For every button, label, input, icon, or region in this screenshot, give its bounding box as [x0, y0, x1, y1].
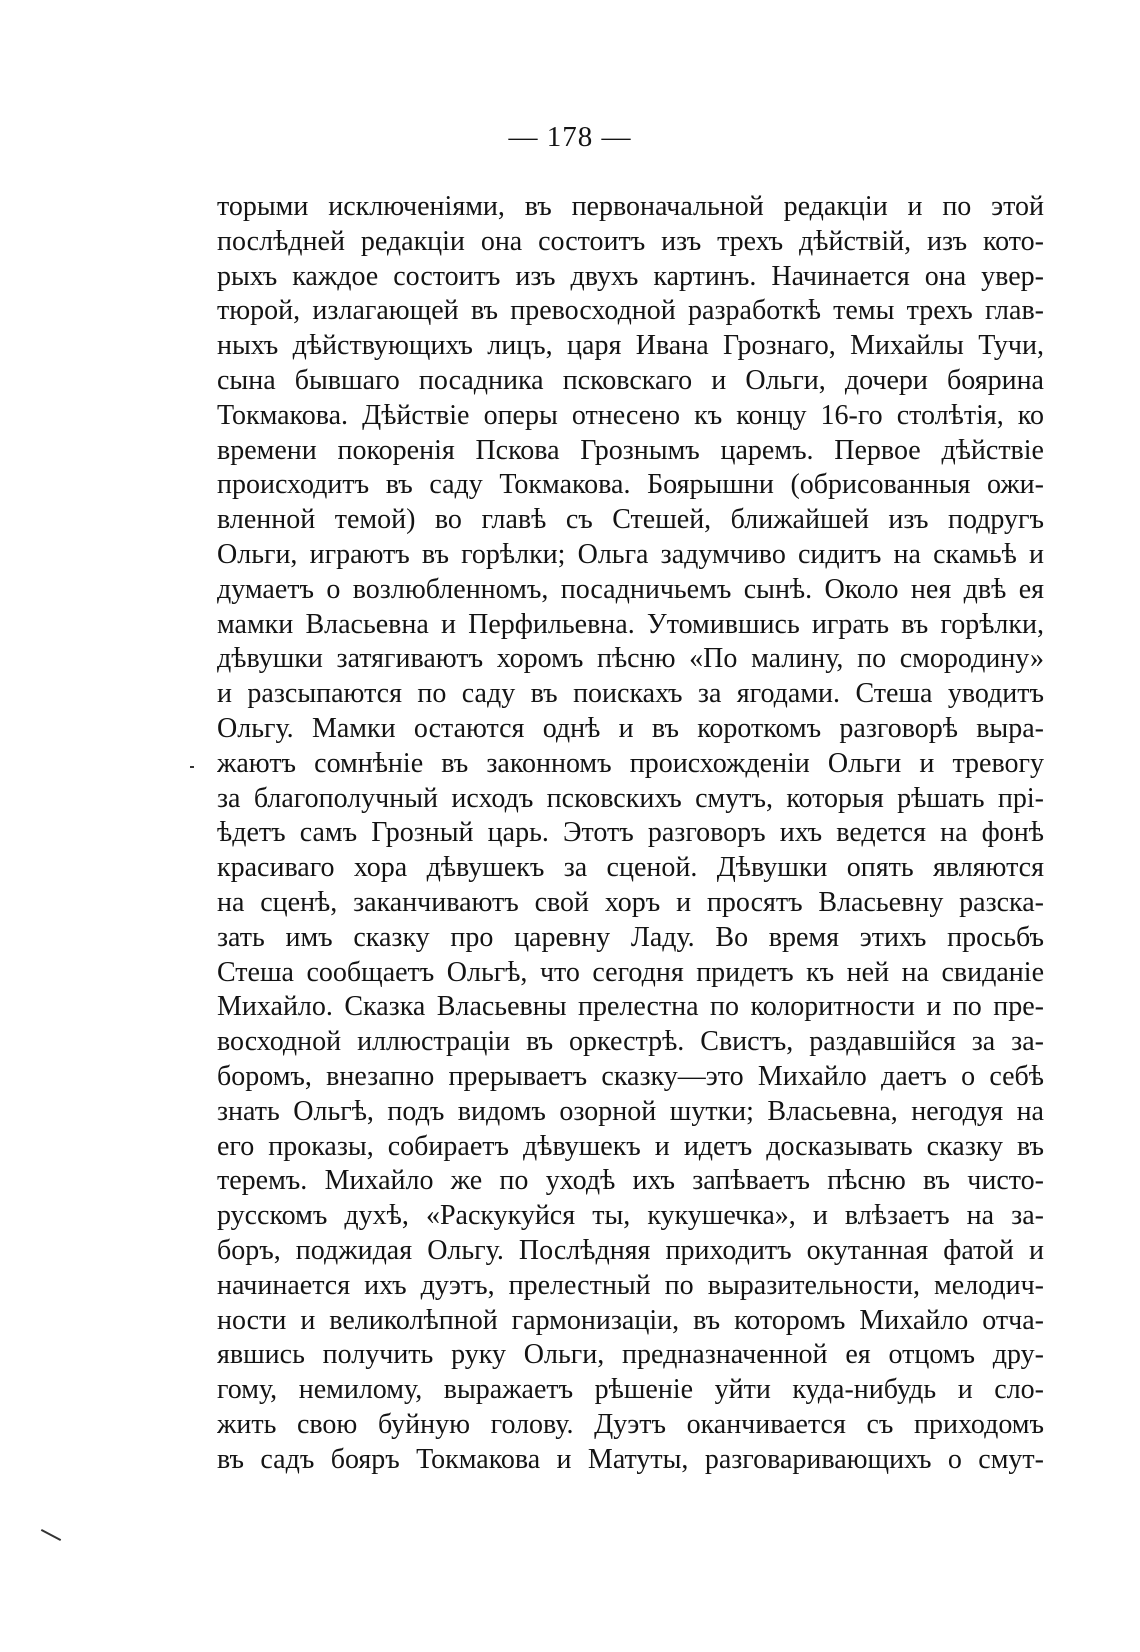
text-line: русскомъ духѣ, «Раскукуйся ты, кукушечка», и влѣзаетъ на за- — [217, 1200, 1044, 1232]
text-line: Ольгу. Мамки остаются однѣ и въ короткомъ разговорѣ выра- — [217, 712, 1044, 744]
text-line: сына бывшаго посадника псковскаго и Ольги, дочери боярина — [217, 364, 1044, 396]
text-line: явшись получить руку Ольги, предназначенной ея отцомъ дру- — [217, 1339, 1044, 1371]
scan-speck — [41, 1529, 61, 1541]
text-line: начинается ихъ дуэтъ, прелестный по выразительности, мелодич- — [217, 1269, 1044, 1301]
text-line: жаютъ сомнѣніе въ законномъ происхожденіи Ольги и тревогу — [217, 747, 1044, 779]
text-line: на сценѣ, заканчиваютъ свой хоръ и просятъ Власьевну разска- — [217, 886, 1044, 918]
text-line: восходной иллюстраціи въ оркестрѣ. Свистъ, раздавшійся за за- — [217, 1026, 1044, 1058]
text-line: рыхъ каждое состоитъ изъ двухъ картинъ. Начинается она увер- — [217, 260, 1044, 292]
text-line: думаетъ о возлюбленномъ, посадничьемъ сынѣ. Около нея двѣ ея — [217, 573, 1044, 605]
text-line: жить свою буйную голову. Дуэтъ оканчивается съ приходомъ — [217, 1408, 1044, 1440]
page-number: — 178 — — [508, 121, 632, 153]
text-line: Токмакова. Дѣйствіе оперы отнесено къ концу 16-го столѣтія, ко — [217, 399, 1044, 431]
text-line: торыми исключеніями, въ первоначальной редакціи и по этой — [217, 191, 1044, 222]
text-line: мамки Власьевна и Перфильевна. Утомившись играть въ горѣлки, — [217, 608, 1044, 640]
text-line: зать имъ сказку про царевну Ладу. Во время этихъ просьбъ — [217, 921, 1044, 953]
text-line: и разсыпаются по саду въ поискахъ за ягодами. Стеша уводитъ — [217, 678, 1044, 710]
text-line: боръ, поджидая Ольгу. Послѣдняя приходитъ окутанная фатой и — [217, 1234, 1044, 1266]
text-line: теремъ. Михайло же по уходѣ ихъ запѣваетъ пѣсню въ чисто- — [217, 1165, 1044, 1197]
text-line: ѣдетъ самъ Грозный царь. Этотъ разговоръ ихъ ведется на фонѣ — [217, 817, 1044, 849]
text-line: послѣдней редакціи она состоитъ изъ трехъ дѣйствій, изъ кото- — [217, 225, 1044, 257]
text-line: вленной темой) во главѣ съ Стешей, ближайшей изъ подругъ — [217, 504, 1044, 536]
body-text — [217, 190, 1044, 1477]
text-line: за благополучный исходъ псковскихъ смутъ, которыя рѣшать прі- — [217, 782, 1044, 814]
text-line: тюрой, излагающей въ превосходной разработкѣ темы трехъ глав- — [217, 295, 1044, 327]
text-line: Ольги, играютъ въ горѣлки; Ольга задумчиво сидитъ на скамьѣ и — [217, 538, 1044, 570]
text-line: происходитъ въ саду Токмакова. Боярышни (обрисованныя ожи- — [217, 469, 1044, 501]
text-line: знать Ольгѣ, подъ видомъ озорной шутки; Власьевна, негодуя на — [217, 1095, 1044, 1127]
text-line: гому, немилому, выражаетъ рѣшеніе уйти куда-нибудь и сло- — [217, 1374, 1044, 1406]
scan-speck — [190, 766, 194, 768]
text-line: его проказы, собираетъ дѣвушекъ и идетъ досказывать сказку въ — [217, 1130, 1044, 1162]
text-line: времени покоренія Пскова Грознымъ царемъ. Первое дѣйствіе — [217, 434, 1044, 466]
text-line: Михайло. Сказка Власьевны прелестна по колоритности и по пре- — [217, 991, 1044, 1023]
text-line: ности и великолѣпной гармонизаціи, въ которомъ Михайло отча- — [217, 1304, 1044, 1336]
text-line: красиваго хора дѣвушекъ за сценой. Дѣвушки опять являются — [217, 852, 1044, 884]
text-line: ныхъ дѣйствующихъ лицъ, царя Ивана Грознаго, Михайлы Тучи, — [217, 330, 1044, 362]
text-line: боромъ, внезапно прерываетъ сказку—это Михайло даетъ о себѣ — [217, 1060, 1044, 1092]
text-line: дѣвушки затягиваютъ хоромъ пѣсню «По малину, по смородину» — [217, 643, 1044, 675]
text-line: Стеша сообщаетъ Ольгѣ, что сегодня придетъ къ ней на свиданіе — [217, 956, 1044, 988]
text-line: въ садъ бояръ Токмакова и Матуты, разговаривающихъ о смут- — [217, 1443, 1044, 1475]
